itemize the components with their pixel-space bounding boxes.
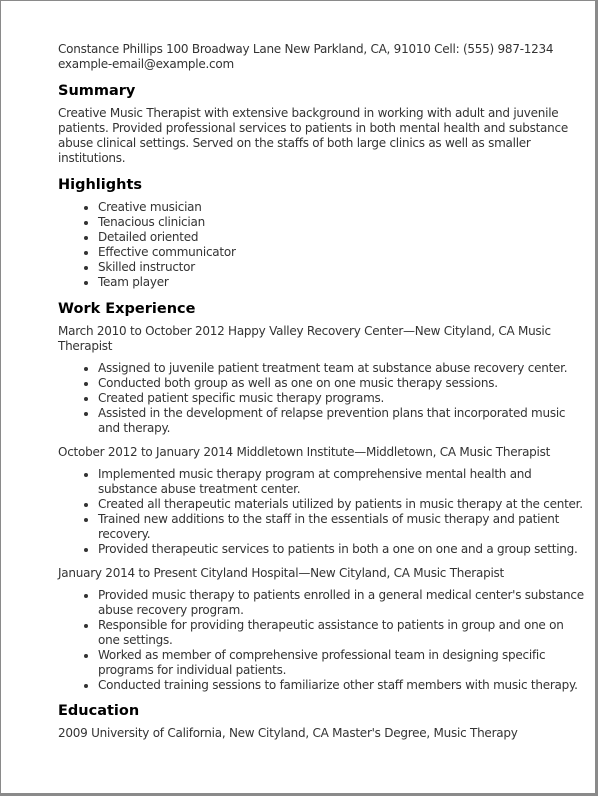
education-text: 2009 University of California, New Cityland, CA Master's Degree, Music Therapy: [58, 726, 518, 740]
job-duty-item: • Created all therapeutic materials utilized by patients in music therapy at the center.: [98, 497, 588, 512]
highlights-list: [58, 200, 588, 290]
highlights-heading: Highlights: [58, 177, 143, 193]
job-duty-item: • Worked as member of comprehensive professional team in designing specific programs for individual patients.: [98, 648, 588, 678]
highlight-item: • Team player: [98, 275, 588, 290]
job-duty-item: • Responsible for providing therapeutic assistance to patients in group and one on one settings.: [98, 618, 588, 648]
job-duty-item: • Trained new additions to the staff in the essentials of music therapy and patient recovery.: [98, 512, 588, 542]
job-duty-item: • Conducted training sessions to familiarize other staff members with music therapy.: [98, 678, 588, 693]
highlight-item: • Effective communicator: [98, 245, 588, 260]
job-duty-item: • Assisted in the development of relapse prevention plans that incorporated music and therapy.: [98, 406, 588, 436]
highlights-section: [58, 176, 588, 290]
job-duty-item: • Provided music therapy to patients enrolled in a general medical center's substance abuse recovery program.: [98, 588, 588, 618]
experience-heading: Work Experience: [58, 301, 196, 317]
job-duties-list: [58, 588, 588, 693]
highlight-item: • Tenacious clinician: [98, 215, 588, 230]
job-duties-list: [58, 361, 588, 436]
job-duty-item: • Provided therapeutic services to patients in both a one on one and a group setting.: [98, 542, 588, 557]
contact-info: Constance Phillips 100 Broadway Lane New Parkland, CA, 91010 Cell: (555) 987-1234 example-email@example.com: [58, 42, 554, 71]
job-duty-item: • Implemented music therapy program at comprehensive mental health and substance abuse treatment center.: [98, 467, 588, 497]
education-section: [58, 702, 588, 741]
job-duties-list: [58, 467, 588, 557]
job-duty-item: • Conducted both group as well as one on one music therapy sessions.: [98, 376, 588, 391]
summary-text: Creative Music Therapist with extensive background in working with adult and juvenile patients. Provided professional services to patients in both mental health and substance abuse clinical settings. Served on the staffs of both large clinics as well as smaller institutions.: [58, 106, 568, 165]
highlight-item: • Detailed oriented: [98, 230, 588, 245]
highlight-item: • Skilled instructor: [98, 260, 588, 275]
experience-section: [58, 300, 588, 693]
highlight-item: • Creative musician: [98, 200, 588, 215]
job-duty-item: • Assigned to juvenile patient treatment team at substance abuse recovery center.: [98, 361, 588, 376]
job-title: January 2014 to Present Cityland Hospital—New Cityland, CA Music Therapist: [58, 566, 504, 580]
summary-section: [58, 82, 588, 166]
education-heading: Education: [58, 703, 140, 719]
job-duty-item: • Created patient specific music therapy programs.: [98, 391, 588, 406]
resume-content: [58, 42, 588, 741]
job-title: October 2012 to January 2014 Middletown Institute—Middletown, CA Music Therapist: [58, 445, 551, 459]
job-title: March 2010 to October 2012 Happy Valley Recovery Center—New Cityland, CA Music Therapist: [58, 324, 551, 353]
summary-heading: Summary: [58, 83, 136, 99]
